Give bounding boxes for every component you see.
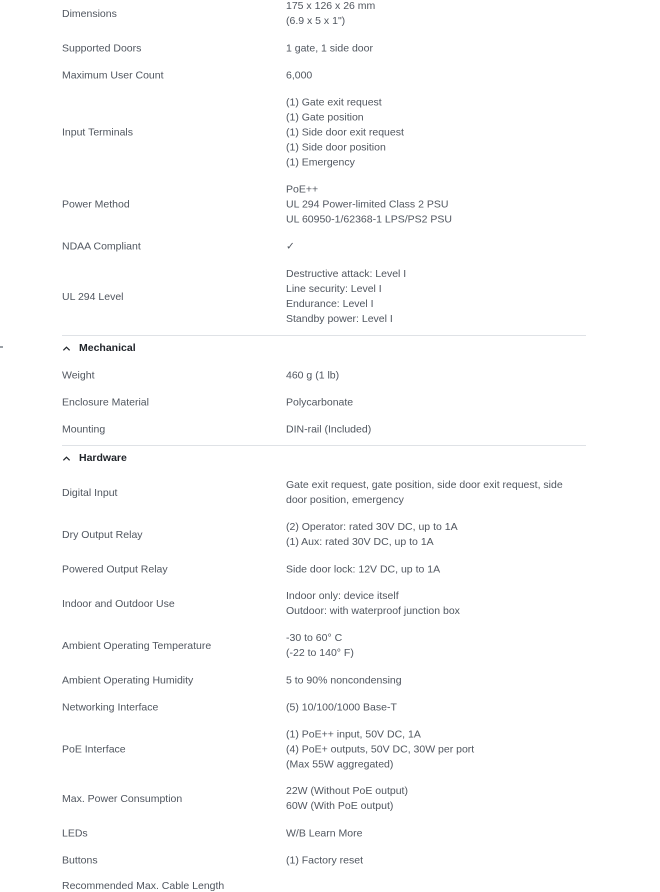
- spec-row: [62, 854, 586, 869]
- spec-row: [62, 0, 586, 29]
- spec-row: [62, 674, 586, 689]
- spec-value-line: PoE++: [286, 183, 319, 196]
- spec-row: [62, 240, 586, 255]
- section-divider: [62, 445, 586, 446]
- spec-label: Mounting: [62, 423, 106, 436]
- spec-value: [286, 478, 586, 508]
- spec-value-line: Polycarbonate: [286, 396, 354, 409]
- spec-row: [62, 631, 586, 661]
- section-divider: [62, 335, 586, 336]
- spec-label: Supported Doors: [62, 42, 142, 55]
- spec-value-line: (1) Aux: rated 30V DC, up to 1A: [286, 536, 434, 548]
- spec-row: [62, 563, 586, 578]
- spec-value-line: (5) 10/100/1000 Base-T: [286, 701, 397, 714]
- spec-value-line: (2) Operator: rated 30V DC, up to 1A: [286, 521, 458, 533]
- spec-label: Indoor and Outdoor Use: [62, 597, 175, 610]
- spec-label: Networking Interface: [62, 701, 159, 714]
- spec-label: Dry Output Relay: [62, 528, 143, 541]
- spec-value-line: Gate exit request, gate position, side door exit request, side door position, emergency: [286, 479, 563, 506]
- spec-label: Powered Output Relay: [62, 563, 168, 576]
- spec-value-line: Line security: Level I: [286, 283, 382, 295]
- spec-value-line: Endurance: Level I: [286, 298, 374, 310]
- spec-value-line: Indoor only: device itself: [286, 590, 399, 602]
- spec-value: [286, 631, 586, 661]
- spec-value-line: (1) Emergency: [286, 156, 355, 169]
- spec-value-line: (4) PoE+ outputs, 50V DC, 30W per port: [286, 743, 475, 756]
- spec-row: [62, 42, 586, 57]
- spec-value-line: (1) Gate position: [286, 111, 364, 124]
- spec-row: [62, 784, 586, 814]
- spec-label: LEDs: [62, 827, 88, 840]
- spec-value: [286, 267, 586, 327]
- spec-label: Ambient Operating Humidity: [62, 674, 194, 687]
- spec-value: [286, 42, 586, 57]
- spec-value: [286, 369, 586, 384]
- spec-row: [62, 520, 586, 550]
- spec-row: [62, 728, 586, 773]
- spec-value-line: 6,000: [286, 69, 313, 82]
- section-toggle-mechanical[interactable]: [62, 342, 136, 354]
- spec-value-line: (1) Gate exit request: [286, 96, 382, 109]
- section-toggle-hardware[interactable]: [62, 452, 127, 464]
- spec-row: [62, 423, 586, 438]
- spec-label: Ambient Operating Temperature: [62, 639, 212, 652]
- spec-row: [62, 478, 586, 508]
- spec-row: [62, 701, 586, 716]
- spec-value: [286, 183, 586, 228]
- section-title: Mechanical: [79, 342, 136, 354]
- spec-value-line: Destructive attack: Level I: [286, 268, 407, 280]
- spec-value-line: 22W (Without PoE output): [286, 785, 408, 797]
- spec-value-line: -30 to 60° C: [286, 632, 343, 644]
- spec-value-line: Side door lock: 12V DC, up to 1A: [286, 563, 441, 576]
- spec-value-line: (1) Side door position: [286, 141, 386, 154]
- spec-value-line: (6.9 x 5 x 1"): [286, 15, 346, 27]
- spec-value: [286, 0, 586, 29]
- spec-value-line: 175 x 126 x 26 mm: [286, 0, 376, 12]
- spec-label: UL 294 Level: [62, 290, 124, 303]
- spec-label: Digital Input: [62, 486, 118, 499]
- spec-value: [286, 854, 586, 869]
- spec-value-line: Outdoor: with waterproof junction box: [286, 605, 460, 617]
- spec-label: Buttons: [62, 854, 98, 867]
- spec-row: [62, 396, 586, 411]
- spec-row: [62, 183, 586, 228]
- spec-value: [286, 240, 586, 255]
- spec-value-line: DIN-rail (Included): [286, 423, 372, 436]
- spec-value-line: W/B Learn More: [286, 827, 363, 840]
- spec-value-line: (1) PoE++ input, 50V DC, 1A: [286, 728, 421, 741]
- spec-row: [62, 827, 586, 842]
- spec-value-line: 460 g (1 lb): [286, 369, 340, 382]
- spec-value: [286, 589, 586, 619]
- spec-value-line: (Max 55W aggregated): [286, 758, 394, 771]
- spec-label: NDAA Compliant: [62, 240, 141, 253]
- spec-label: Dimensions: [62, 7, 117, 20]
- spec-value-line: 1 gate, 1 side door: [286, 42, 373, 55]
- spec-value: [286, 827, 586, 842]
- section-title: Hardware: [79, 452, 127, 464]
- spec-label: Recommended Max. Cable Length: [62, 880, 225, 892]
- spec-label: Maximum User Count: [62, 69, 164, 82]
- spec-row: [62, 69, 586, 84]
- chevron-up-icon: [62, 344, 71, 353]
- spec-value-line: UL 60950-1/62368-1 LPS/PS2 PSU: [286, 213, 452, 226]
- spec-value: [286, 396, 586, 411]
- spec-value-line: UL 294 Power-limited Class 2 PSU: [286, 198, 449, 211]
- spec-value-line: (1) Factory reset: [286, 854, 364, 867]
- spec-label: PoE Interface: [62, 743, 126, 756]
- spec-value-line: (-22 to 140° F): [286, 647, 354, 659]
- spec-value-line: 60W (With PoE output): [286, 800, 394, 812]
- spec-row: [62, 589, 586, 619]
- spec-value-line: (1) Side door exit request: [286, 126, 404, 139]
- spec-value-line: 5 to 90% noncondensing: [286, 674, 402, 687]
- spec-value: [286, 728, 586, 773]
- spec-value: [286, 520, 586, 550]
- chevron-up-icon: [62, 454, 71, 463]
- spec-value: [286, 423, 586, 438]
- spec-value-line: Standby power: Level I: [286, 313, 393, 325]
- spec-value: [286, 784, 586, 814]
- spec-row: [62, 267, 586, 327]
- spec-value-line: ✓: [286, 240, 295, 253]
- spec-label: Input Terminals: [62, 126, 134, 139]
- spec-value: [286, 701, 586, 716]
- edge-marker: [0, 346, 3, 348]
- spec-row: [62, 96, 586, 171]
- spec-value: [286, 96, 586, 171]
- spec-label: Power Method: [62, 198, 130, 211]
- spec-row: [62, 369, 586, 384]
- spec-value: [286, 563, 586, 578]
- spec-label: Enclosure Material: [62, 396, 149, 409]
- spec-value: [286, 674, 586, 689]
- spec-value: [286, 69, 586, 84]
- spec-label: Max. Power Consumption: [62, 792, 183, 805]
- spec-label: Weight: [62, 369, 95, 382]
